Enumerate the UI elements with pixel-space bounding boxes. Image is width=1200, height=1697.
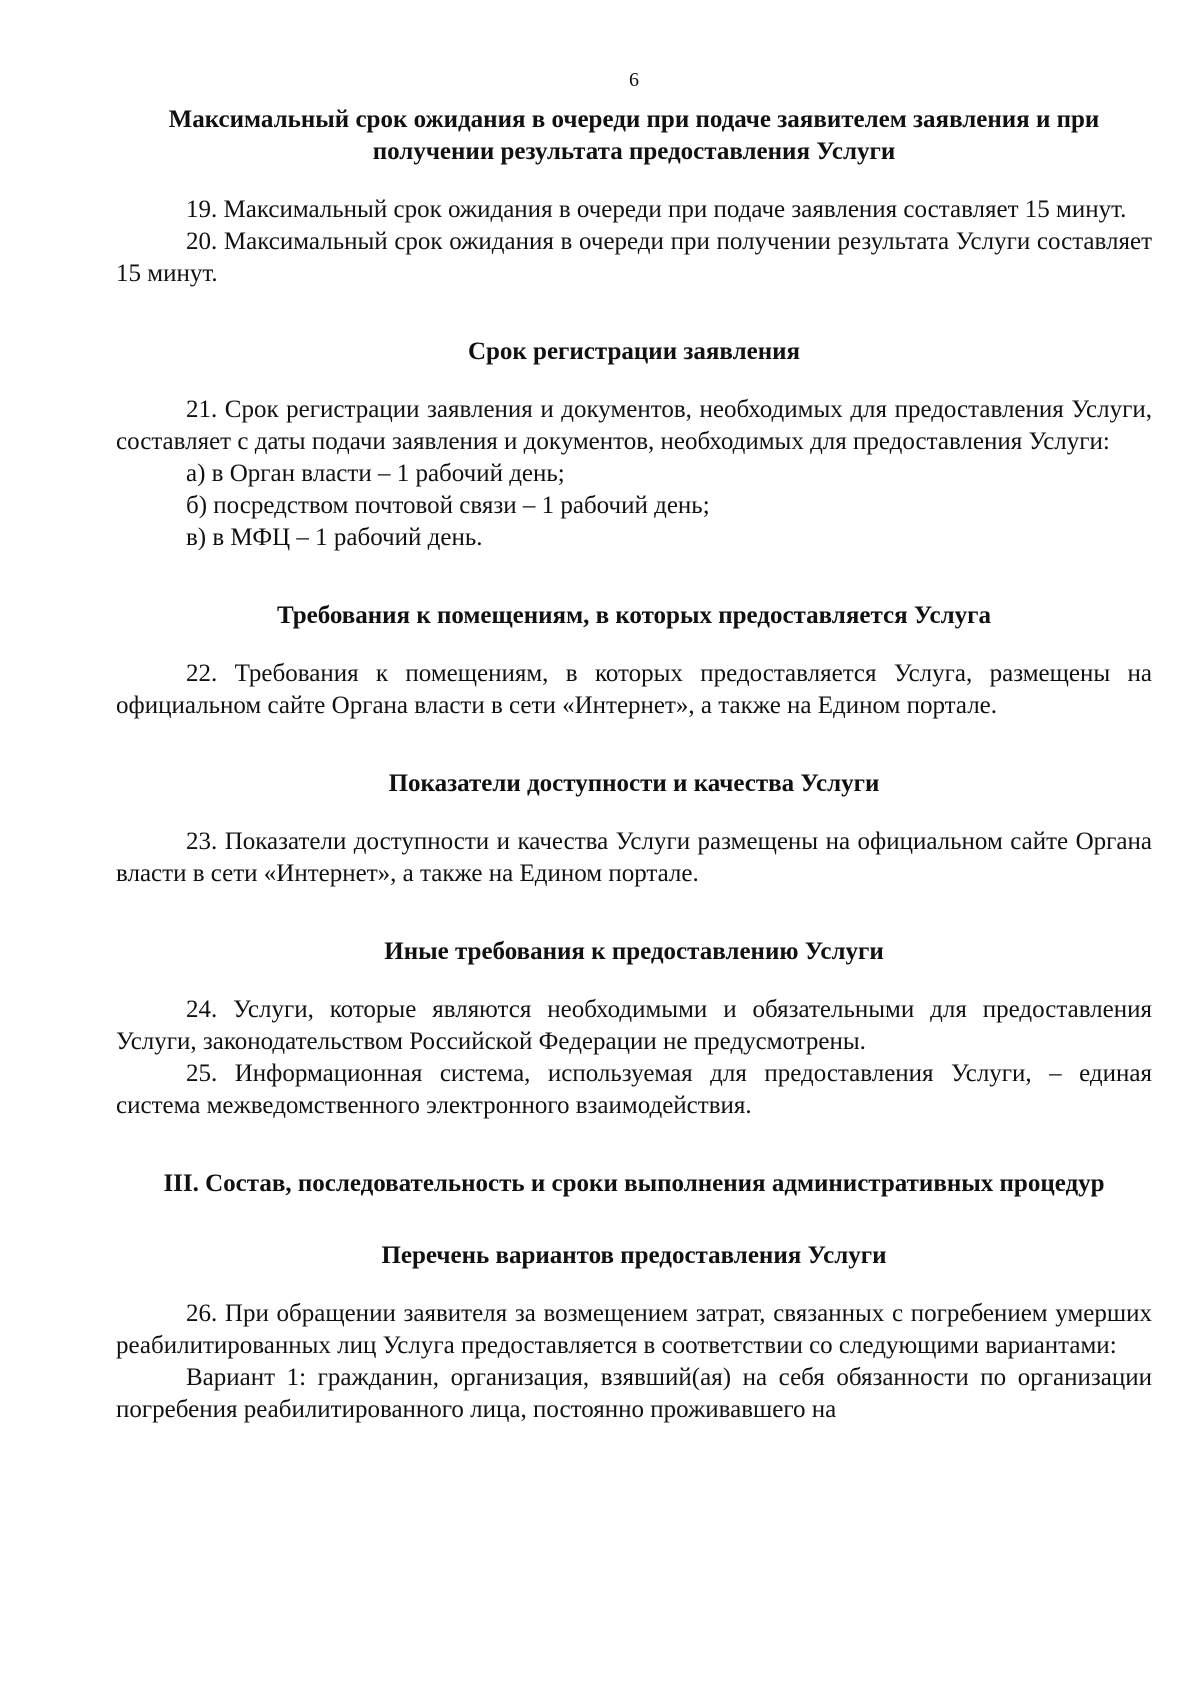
heading-premises-requirements: Требования к помещениям, в которых предоставляется Услуга (276, 602, 992, 629)
heading-part-3: III. Состав, последовательность и сроки выполнения административных процедур (163, 1170, 1105, 1197)
heading-queue-wait: Максимальный срок ожидания в очереди при подаче заявителем заявления и при получении результата предоставления Услуги (168, 106, 1100, 165)
heading-variants-list: Перечень вариантов предоставления Услуги (381, 1242, 887, 1269)
paragraph-24: 24. Услуги, которые являются необходимыми и обязательными для предоставления Услуги, законодательством Российской Федерации не предусмотрены. (116, 996, 1152, 1055)
document-page (116, 68, 1152, 1426)
paragraph-variant-1: Вариант 1: гражданин, организация, взявший(ая) на себя обязанности по организации погребения реабилитированного лица, постоянно проживавшего на (116, 1364, 1152, 1423)
paragraph-22: 22. Требования к помещениям, в которых предоставляется Услуга, размещены на официальном сайте Органа власти в сети «Интернет», а также на Едином портале. (116, 660, 1152, 719)
page-number: 6 (629, 69, 639, 91)
paragraph-23: 23. Показатели доступности и качества Услуги размещены на официальном сайте Органа власти в сети «Интернет», а также на Едином портале. (116, 828, 1152, 887)
list-item-c: в) в МФЦ – 1 рабочий день. (186, 524, 483, 551)
paragraph-25: 25. Информационная система, используемая для предоставления Услуги, – единая система межведомственного электронного взаимодействия. (116, 1060, 1152, 1119)
heading-registration-term: Срок регистрации заявления (467, 338, 801, 365)
paragraph-19: 19. Максимальный срок ожидания в очереди при подаче заявления составляет 15 минут. (186, 196, 1127, 223)
paragraph-21: 21. Срок регистрации заявления и документов, необходимых для предоставления Услуги, составляет с даты подачи заявления и документов, необходимых для предоставления Услуги: (116, 396, 1152, 455)
paragraph-20: 20. Максимальный срок ожидания в очереди при получении результата Услуги составляет 15 минут. (116, 228, 1152, 287)
heading-quality-indicators: Показатели доступности и качества Услуги (388, 770, 880, 797)
heading-other-requirements: Иные требования к предоставлению Услуги (384, 938, 884, 965)
list-item-b: б) посредством почтовой связи – 1 рабочий день; (186, 492, 710, 519)
list-item-a: а) в Орган власти – 1 рабочий день; (186, 460, 565, 487)
paragraph-26: 26. При обращении заявителя за возмещением затрат, связанных с погребением умерших реабилитированных лиц Услуга предоставляется в соответствии со следующими вариантами: (116, 1300, 1152, 1359)
